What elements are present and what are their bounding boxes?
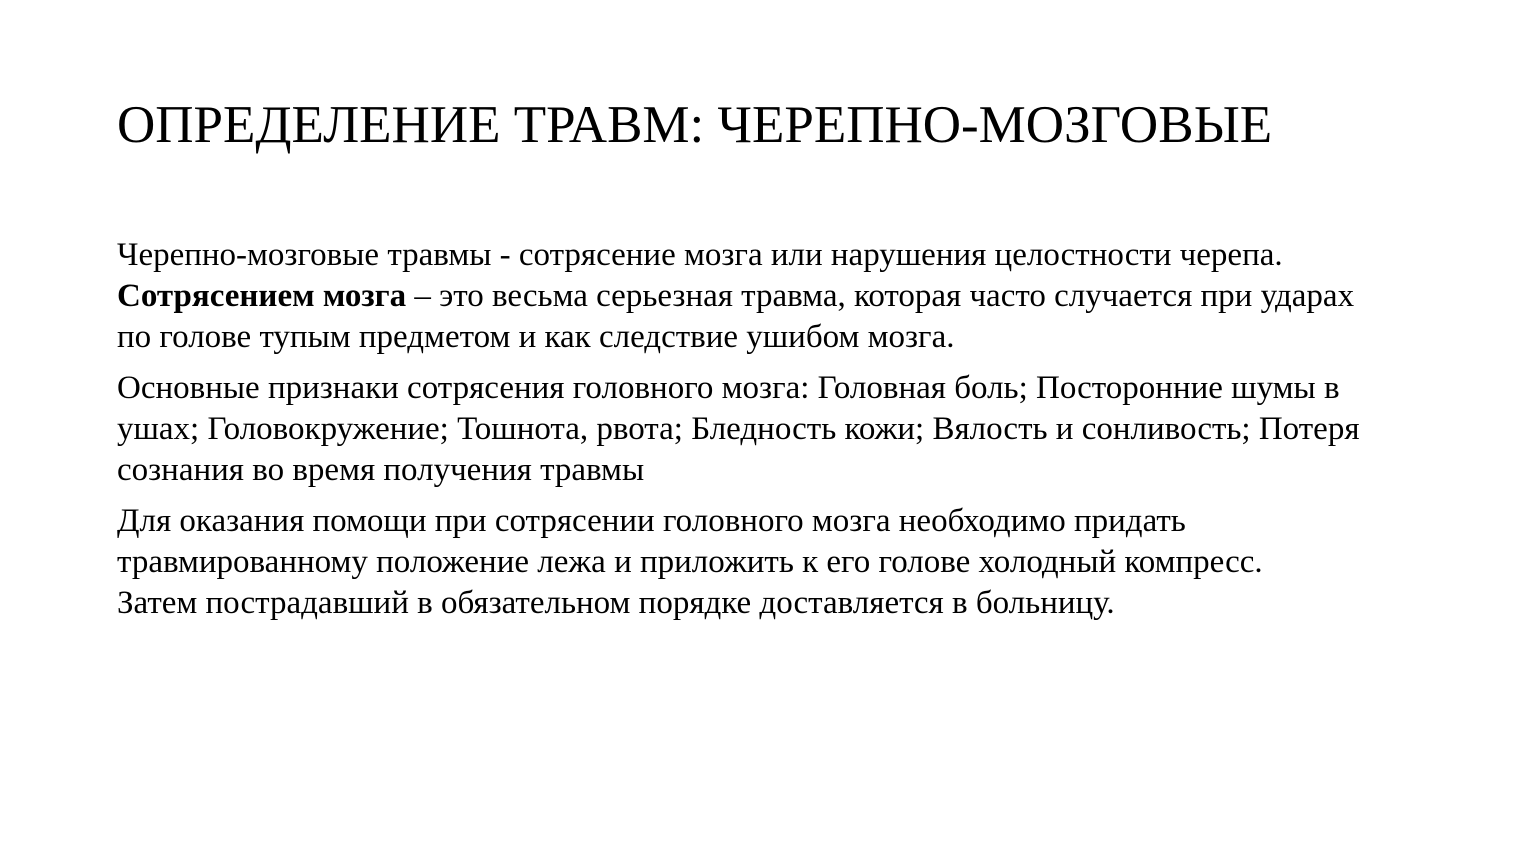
paragraph-1-bold-term: Сотрясением мозга: [117, 278, 407, 314]
slide-title: ОПРЕДЕЛЕНИЕ ТРАВМ: ЧЕРЕПНО-МОЗГОВЫЕ: [117, 96, 1273, 154]
paragraph-first-aid: Для оказания помощи при сотрясении головного мозга необходимо придать травмированному положение лежа и приложить к его голове холодный компресс. Затем пострадавший в обязательном порядке доставляется в больницу.: [117, 503, 1263, 621]
paragraph-1-intro: Черепно-мозговые травмы - сотрясение мозга или нарушения целостности черепа.: [117, 237, 1283, 273]
paragraph-concussion-symptoms: Основные признаки сотрясения головного мозга: Головная боль; Посторонние шумы в ушах; Головокружение; Тошнота, рвота; Бледность кожи; Вялость и сонливость; Потеря сознания во время получения травмы: [117, 370, 1360, 488]
paragraph-concussion-definition: [117, 235, 1357, 358]
slide-body: [117, 235, 1417, 634]
paragraph-1-continuation: – это весьма серьезная травма, которая часто случается при ударах по голове тупым предметом и как следствие ушибом мозга.: [117, 278, 1355, 355]
